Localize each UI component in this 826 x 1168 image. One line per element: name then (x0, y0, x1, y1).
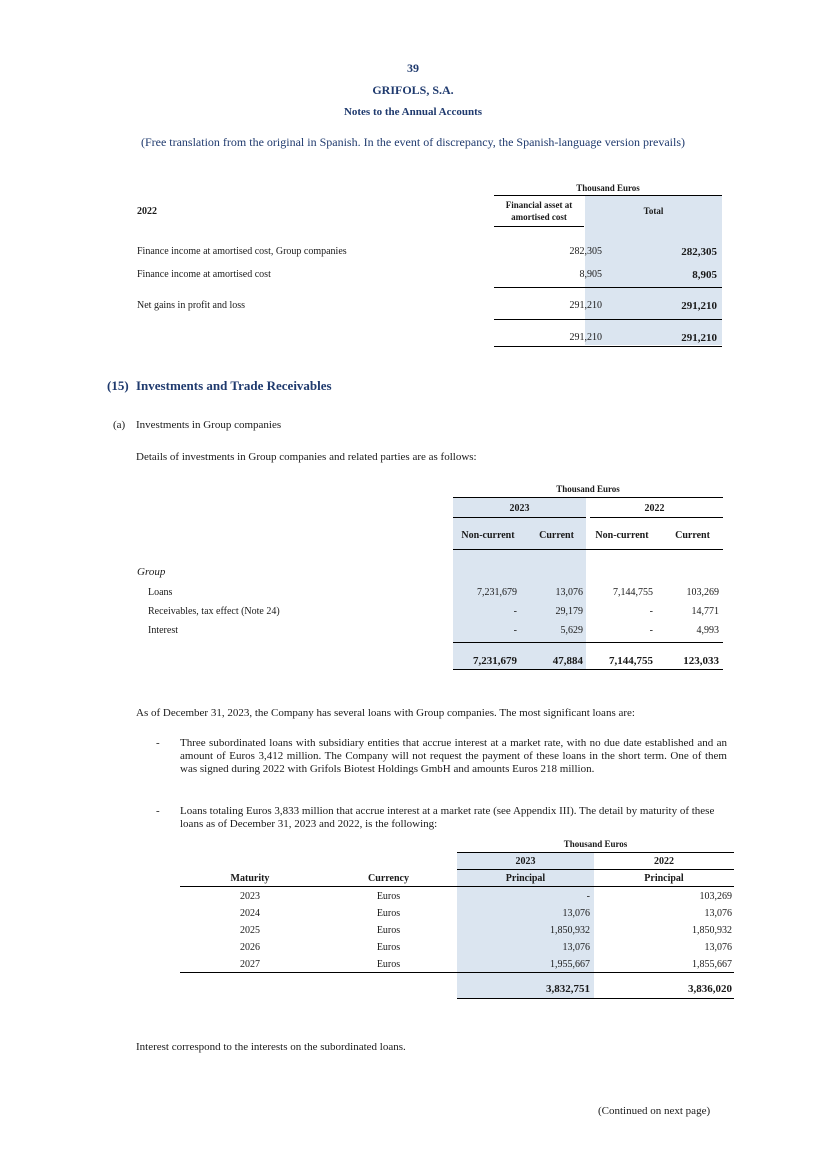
divider (453, 669, 723, 670)
divider (453, 642, 723, 643)
table3-col-principal: Principal (644, 873, 684, 884)
continued-note: (Continued on next page) (598, 1105, 711, 1117)
table3-maturity: 2025 (240, 925, 260, 936)
subsection-letter: (a) (113, 419, 126, 431)
table3-principal-2022: 1,855,667 (692, 959, 732, 970)
table3-year-2023: 2023 (515, 856, 536, 867)
table3-principal-2022: 13,076 (704, 942, 732, 953)
table1-row-total: 8,905 (692, 269, 717, 281)
table3-principal-2023: 13,076 (562, 908, 590, 919)
table2-cell: 14,771 (691, 606, 719, 617)
table3-currency: Euros (376, 925, 401, 936)
table1-total-sum: 291,210 (681, 332, 717, 344)
table3-year-2022: 2022 (654, 856, 674, 867)
table2-cell: 29,179 (555, 606, 583, 617)
table3-total-2022: 3,836,020 (688, 983, 732, 995)
table3-principal-2023: 1,850,932 (550, 925, 590, 936)
table3-maturity: 2023 (240, 891, 260, 902)
divider (453, 549, 723, 550)
table2-cell: - (649, 606, 653, 617)
table2-col-header: Current (675, 530, 710, 541)
divider (180, 886, 734, 887)
document-subtitle: Notes to the Annual Accounts (343, 106, 483, 118)
table2-total: 7,144,755 (609, 655, 653, 667)
table2-cell: - (513, 606, 517, 617)
table1-row-value: 291,210 (569, 300, 602, 311)
table2-col-header: Non-current (595, 530, 649, 541)
table2-col-header: Current (539, 530, 574, 541)
table2-cell: 7,144,755 (613, 587, 653, 598)
divider (494, 346, 722, 347)
bullet-text: Loans totaling Euros 3,833 million that accrue interest at a market rate (see Appendix III). The detail by maturity of these loans as of December 31, 2023 and 2022, is the following: (180, 805, 715, 830)
table1-row-total: 282,305 (681, 246, 717, 258)
table2-total: 123,033 (683, 655, 719, 667)
subsection-title: Investments in Group companies (136, 419, 282, 431)
section-title: Investments and Trade Receivables (136, 378, 332, 393)
divider (457, 869, 734, 870)
divider (494, 226, 584, 227)
table2-group-label: Group (137, 566, 166, 578)
table2-cell: - (513, 625, 517, 636)
table3-principal-2023: 13,076 (562, 942, 590, 953)
table3-col-principal: Principal (505, 873, 546, 884)
table2-row-label: Loans (148, 587, 173, 598)
table3-total-2023: 3,832,751 (546, 983, 590, 995)
divider (457, 852, 734, 853)
table1-col1-header: Financial asset at amortised cost (505, 200, 573, 222)
table2-year-2022: 2022 (644, 503, 665, 514)
table2-total: 7,231,679 (473, 655, 517, 667)
table3-maturity: 2024 (240, 908, 260, 919)
table2-cell: 103,269 (686, 587, 719, 598)
divider (453, 517, 586, 518)
bullet-text: Three subordinated loans with subsidiary entities that accrue interest at a market rate, with no due date established and an amount of Euros 3,412 million. The Company will not request the payment of these loans in the short term. One of them was signed during 2022 with Grifols Biotest Holdings GmbH and amounts Euros 218 million. (180, 737, 727, 775)
loans-intro: As of December 31, 2023, the Company has several loans with Group companies. The most significant loans are: (136, 707, 635, 719)
table3-maturity: 2027 (240, 959, 260, 970)
table1-row-label: Net gains in profit and loss (137, 300, 246, 311)
table3-principal-2023: - (586, 891, 590, 902)
bullet-dash: - (156, 737, 160, 749)
table3-col-maturity: Maturity (230, 873, 270, 884)
table2-total: 47,884 (552, 655, 583, 667)
table1-row-label: Finance income at amortised cost (137, 269, 271, 280)
table3-principal-2022: 1,850,932 (692, 925, 732, 936)
table1-row-value: 8,905 (579, 269, 602, 280)
section-number: (15) (107, 378, 129, 393)
divider (180, 972, 734, 973)
table3-col-currency: Currency (368, 873, 409, 884)
table2-year-2023: 2023 (509, 503, 530, 514)
page-number: 39 (407, 61, 419, 75)
table1-col2-header: Total (643, 206, 664, 216)
divider (590, 517, 723, 518)
table2-row-label: Interest (148, 625, 178, 636)
table2-cell: 7,231,679 (477, 587, 517, 598)
table1-total-value: 291,210 (569, 332, 602, 343)
table2-cell: 4,993 (696, 625, 719, 636)
section-intro: Details of investments in Group companies and related parties are as follows: (136, 451, 477, 463)
table3-principal-2022: 13,076 (704, 908, 732, 919)
table3-principal-2022: 103,269 (699, 891, 732, 902)
divider (494, 319, 722, 320)
table3-currency: Euros (376, 942, 401, 953)
table2-cell: 5,629 (560, 625, 583, 636)
company-name: GRIFOLS, S.A. (372, 83, 454, 97)
table3-currency: Euros (376, 891, 401, 902)
divider (494, 195, 722, 196)
divider (457, 998, 734, 999)
table2-cell: 13,076 (555, 587, 583, 598)
table1-year: 2022 (137, 206, 157, 217)
table1-group-header: Thousand Euros (576, 183, 640, 193)
translation-note: (Free translation from the original in Spanish. In the event of discrepancy, the Spanish-language version prevails) (140, 135, 686, 149)
table2-group-header: Thousand Euros (556, 484, 620, 494)
table1-row-value: 282,305 (569, 246, 602, 257)
table2-cell: - (649, 625, 653, 636)
table3-principal-2023: 1,955,667 (550, 959, 590, 970)
table3-currency: Euros (376, 908, 401, 919)
table3-currency: Euros (376, 959, 401, 970)
interest-note: Interest correspond to the interests on the subordinated loans. (136, 1041, 406, 1053)
table2-shaded-columns (453, 498, 586, 670)
table3-group-header: Thousand Euros (563, 839, 628, 849)
divider (494, 287, 722, 288)
table3-maturity: 2026 (240, 942, 260, 953)
table2-row-label: Receivables, tax effect (Note 24) (148, 606, 280, 617)
bullet-dash: - (156, 805, 160, 817)
table2-col-header: Non-current (461, 530, 515, 541)
divider (453, 497, 723, 498)
table1-row-label: Finance income at amortised cost, Group companies (137, 246, 347, 257)
table1-row-total: 291,210 (681, 300, 717, 312)
